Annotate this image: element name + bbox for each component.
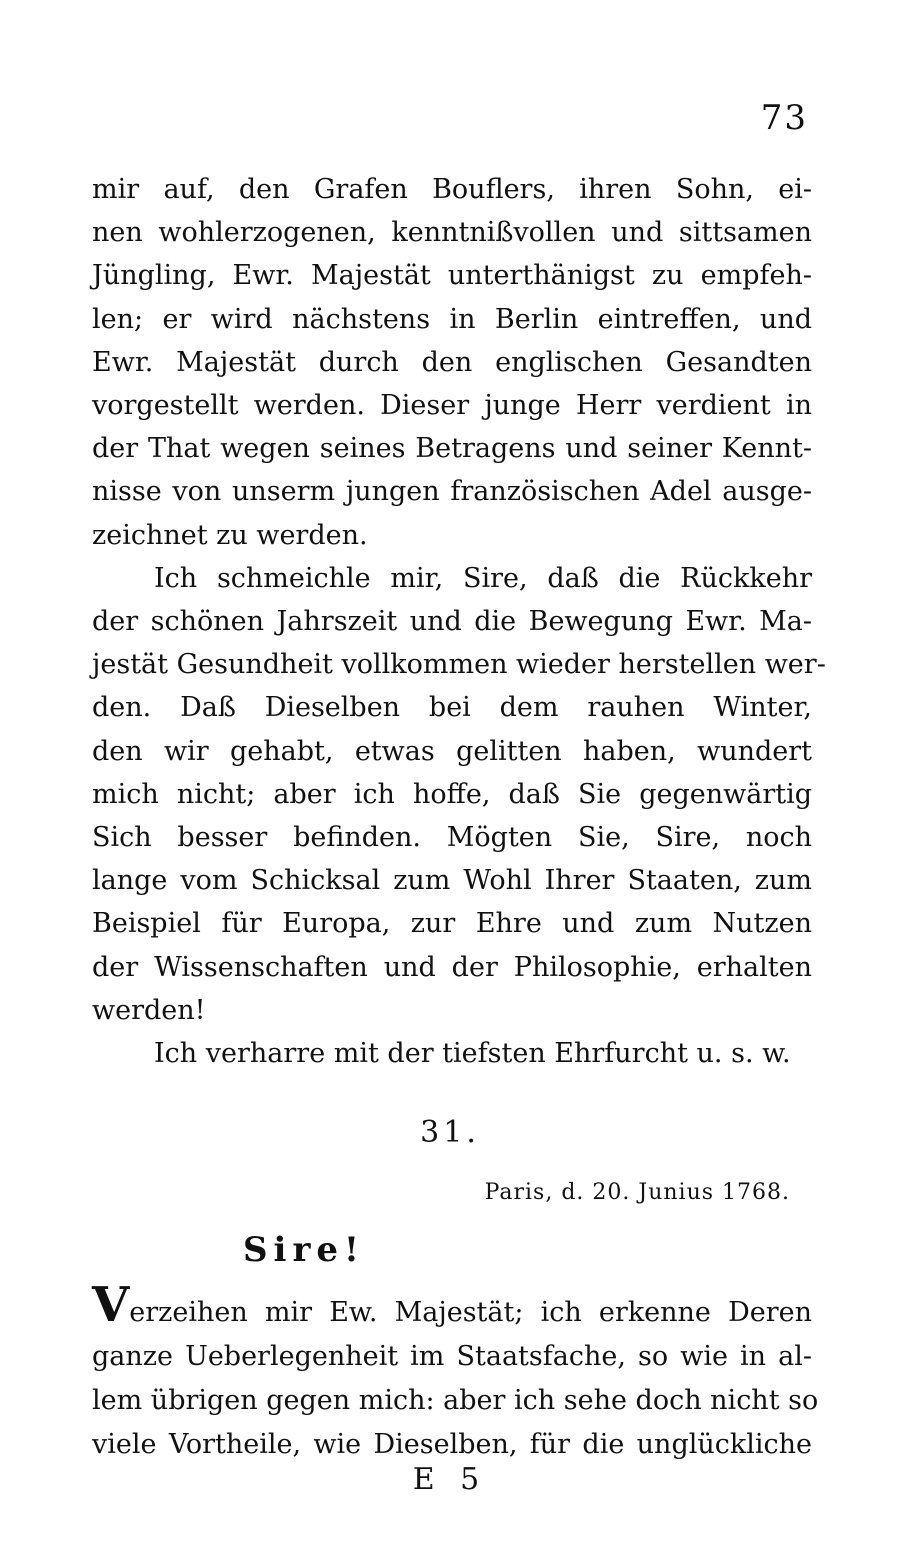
initial-letter: V — [92, 1277, 130, 1333]
text-line: nisse von unserm jungen französischen Adel ausge- — [92, 476, 812, 508]
letter-dateline: Paris, d. 20. Junius 1768. — [484, 1180, 790, 1205]
text-line: lem übrigen gegen mich: aber ich sehe doch nicht so — [92, 1385, 819, 1416]
letter-text-block — [92, 1277, 819, 1467]
text-line: Ich schmeichle mir, Sire, daß die Rückkehr — [154, 562, 812, 594]
text-line: lange vom Schicksal zum Wohl Ihrer Staaten, zum — [92, 865, 812, 897]
text-line: mich nicht; aber ich hoffe, daß Sie gegenwärtig — [92, 778, 812, 810]
text-line-first — [92, 1277, 812, 1335]
text-line: len; er wird nächstens in Berlin eintreffen, und — [92, 303, 812, 335]
text-line: Ewr. Majestät durch den englischen Gesandten — [92, 346, 812, 378]
text-line: werden! — [92, 994, 206, 1026]
first-line-rest: erzeihen mir Ew. Majestät; ich erkenne Deren — [129, 1297, 812, 1328]
text-line: vorgestellt werden. Dieser junge Herr verdient in — [92, 390, 812, 422]
main-text-block — [92, 168, 826, 1075]
text-line: Ich verharre mit der tiefsten Ehrfurcht u. s. w. — [154, 1038, 791, 1070]
text-line: den. Daß Dieselben bei dem rauhen Winter, — [92, 692, 812, 724]
text-line: viele Vortheile, wie Dieselben, für die unglückliche — [92, 1429, 812, 1460]
letter-number: 31. — [420, 1115, 480, 1150]
letter-salutation: Sire! — [243, 1230, 365, 1270]
text-line: mir auf, den Grafen Bouflers, ihren Sohn, ei- — [92, 174, 812, 205]
text-line: der schönen Jahrszeit und die Bewegung Ewr. Ma- — [92, 606, 812, 638]
text-line: nen wohlerzogenen, kenntnißvollen und sittsamen — [92, 217, 812, 249]
signature-mark: E 5 — [412, 1462, 488, 1497]
text-line: jestät Gesundheit vollkommen wieder herstellen wer- — [92, 649, 826, 681]
text-line: Sich besser befinden. Mögten Sie, Sire, noch — [92, 822, 812, 854]
text-line: der That wegen seines Betragens und seiner Kennt- — [92, 433, 812, 465]
text-line: der Wissenschaften und der Philosophie, erhalten — [92, 951, 812, 983]
text-line: den wir gehabt, etwas gelitten haben, wundert — [92, 735, 812, 767]
text-line: Jüngling, Ewr. Majestät unterthänigst zu empfeh- — [92, 260, 812, 292]
text-line: Beispiel für Europa, zur Ehre und zum Nutzen — [92, 908, 812, 940]
text-line: ganze Ueberlegenheit im Staatsfache, so wie in al- — [92, 1341, 812, 1372]
text-line: zeichnet zu werden. — [92, 519, 368, 551]
page-number: 73 — [760, 98, 808, 138]
